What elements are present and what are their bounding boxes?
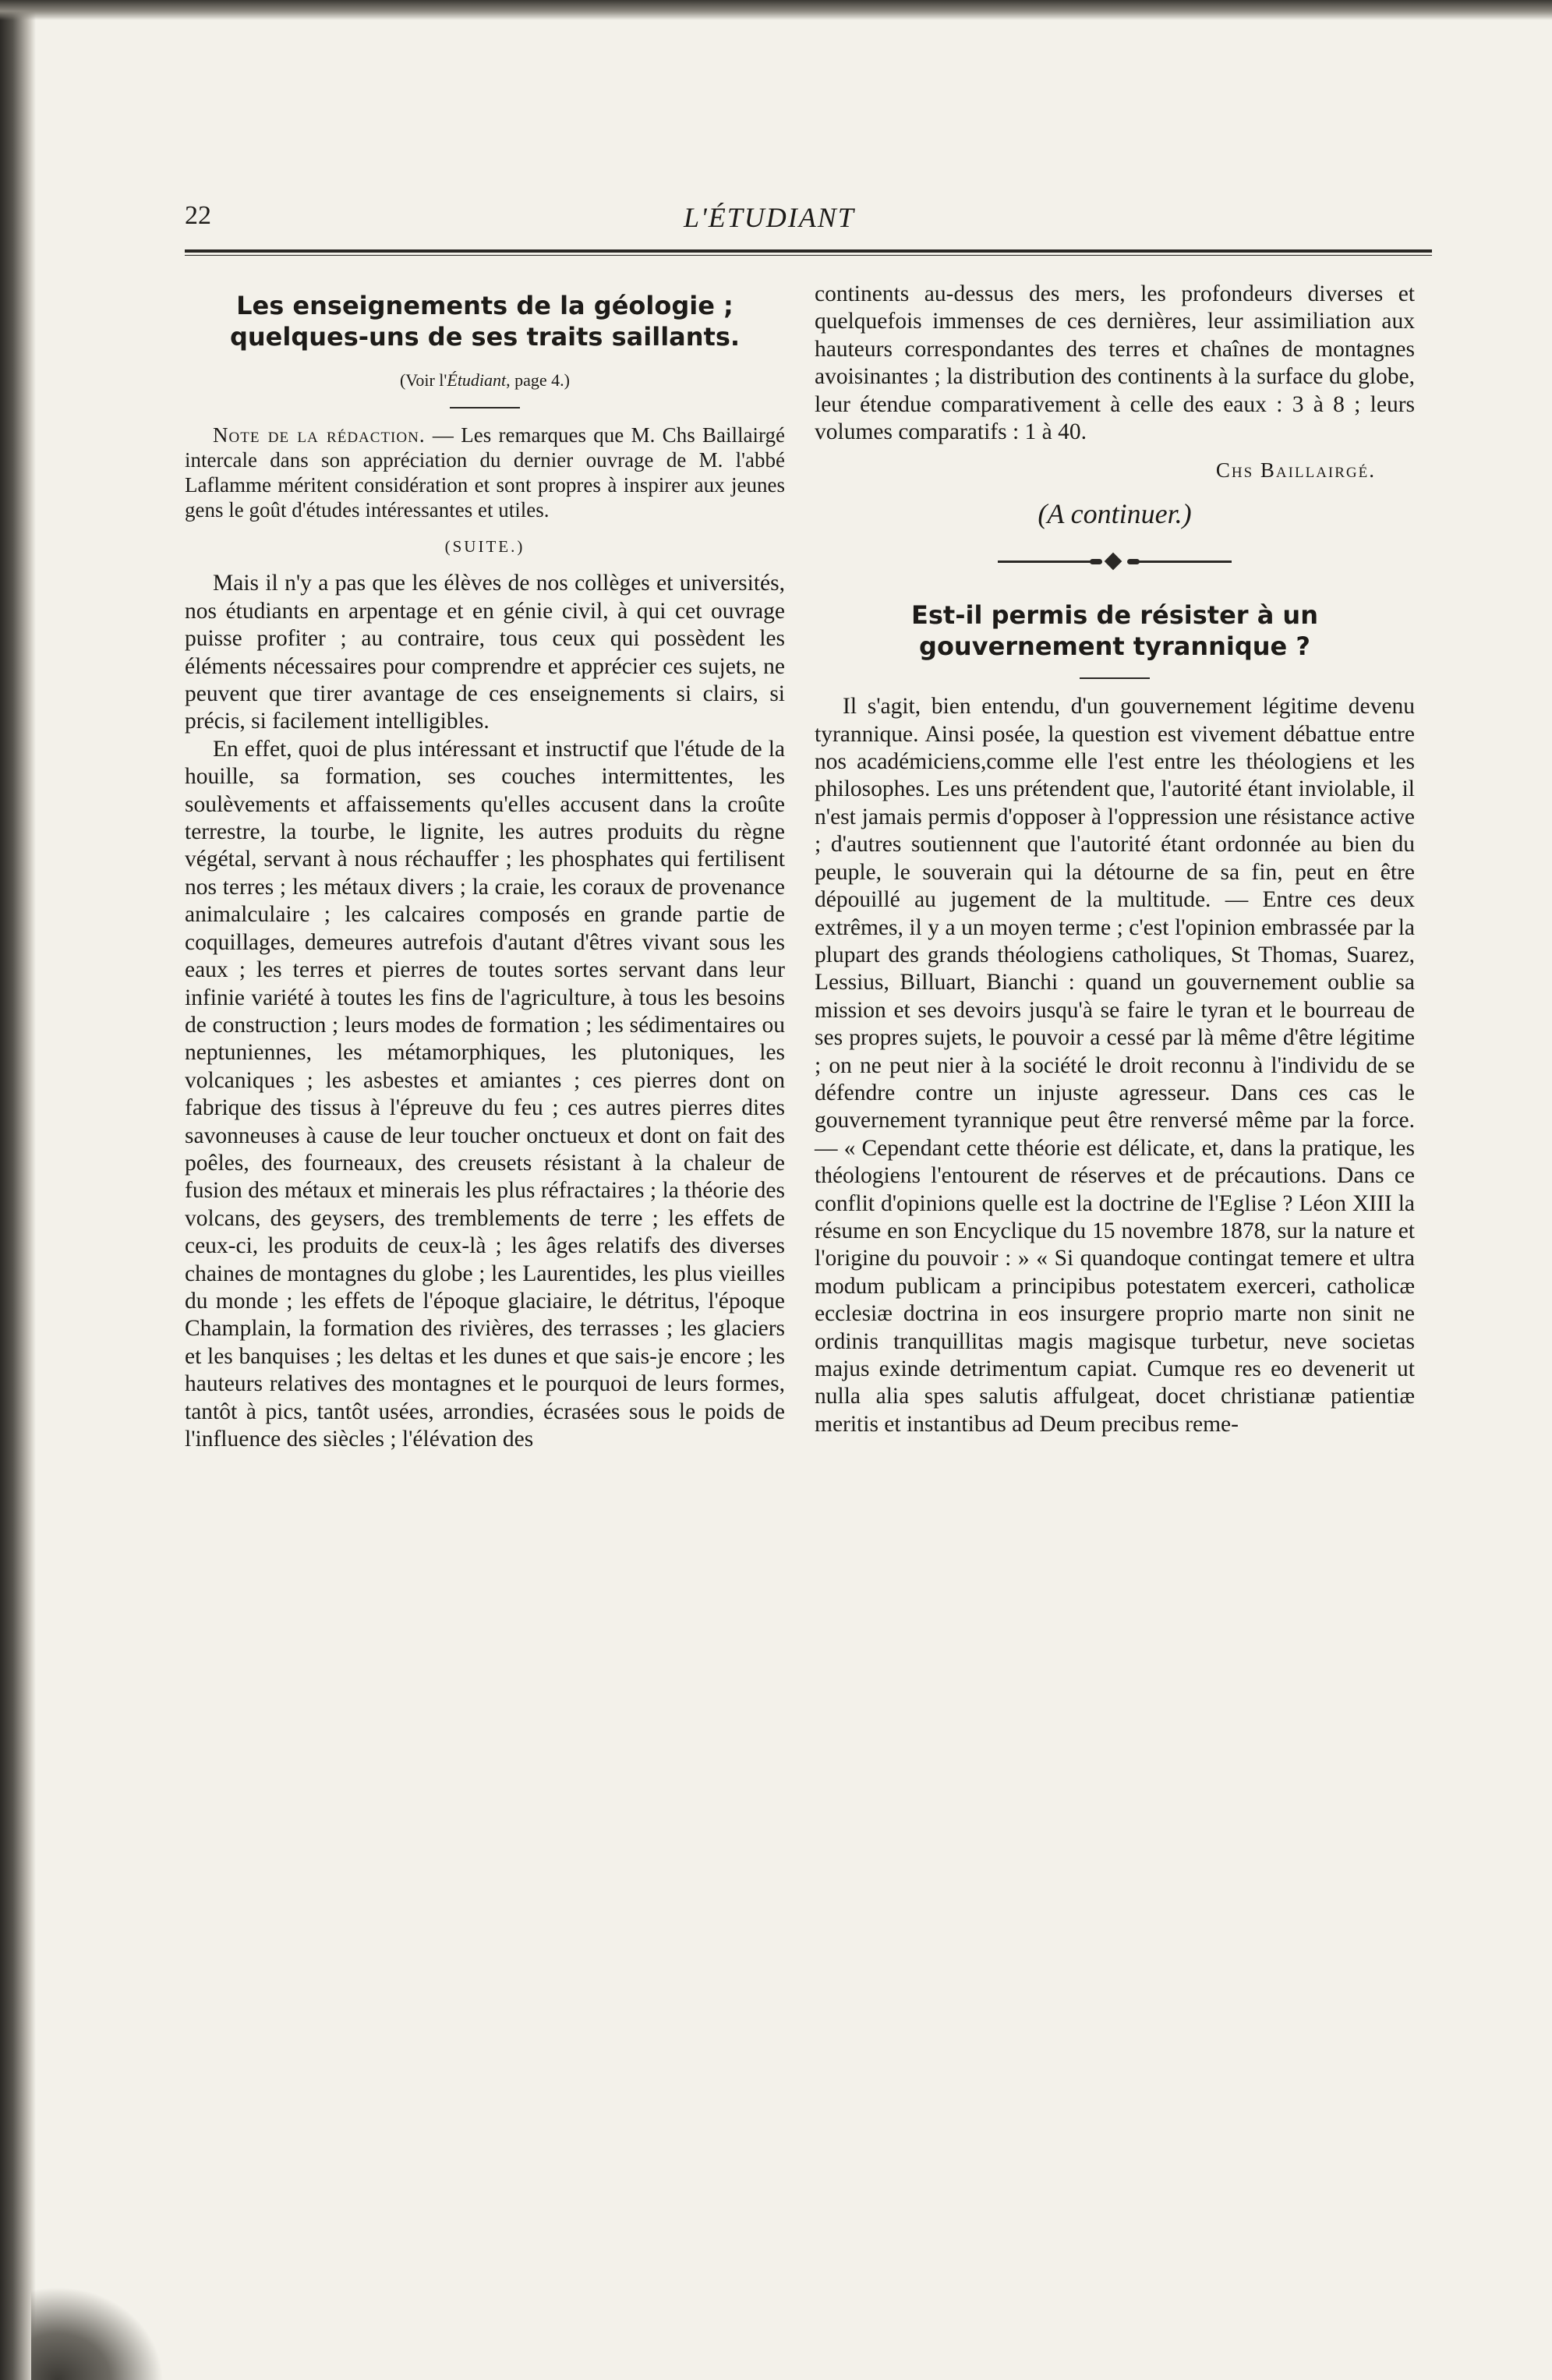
reference-prefix: (Voir l' xyxy=(399,370,447,390)
article-paragraph: En effet, quoi de plus intéressant et instructif que l'étude de la houille, sa formation, ses couches intermittentes, les soulèvements et affaissements qu'elles accusent dans la croûte terrestre, la tourbe, le lignite, les autres produits du règne végétal, servant à nous réchauffer ; les phosphates qui fertilisent nos terres ; les métaux divers ; la craie, les coraux de provenance animalculaire ; les calcaires composés en grande partie de coquillages, demeures autrefois d'autant d'êtres vivant sous les eaux ; les terres et pierres de toutes sortes servant dans leur infinie variété à toutes les fins de l'agriculture, à tous les besoins de construction ; leurs modes de formation ; les sédimentaires ou neptuniennes, les métamorphiques, les plutoniques, les volcaniques ; les asbestes et amiantes ; ces pierres dont on fabrique des tissus à l'épreuve du feu ; ces autres pierres dites savonneuses à cause de leur toucher onctueux et dont on fait des poêles, des fourneaux, des creusets résistant à la chaleur de fusion des métaux et minerais les plus réfractaires ; la théorie des volcans, des geysers, des tremblements de terre ; les effets de ceux-ci, les produits de ceux-là ; les âges relatifs des diverses chaines de montagnes du globe ; les Laurentides, les plus vieilles du monde ; les effets de l'époque glaciaire, le détritus, l'époque Champlain, la formation des rivières, des terrasses ; les glaciers et les banquises ; les deltas et les dunes et que sais-je encore ; les hauteurs relatives des montagnes et le pourquoi de leurs formes, tantôt à pics, tantôt usées, arrondies, écrasées sous le poids de l'influence des siècles ; l'élévation des xyxy=(185,736,785,1452)
page-header xyxy=(185,201,1432,248)
scan-left-edge xyxy=(0,0,36,2380)
page-number: 22 xyxy=(185,201,211,230)
article-continuation: continents au-dessus des mers, les profondeurs diverses et quelquefois immenses de ces dernières, leur assimiliation aux hauteurs correspondantes des terres et chaînes de montagnes avoisinantes ; la distribution des continents à la surface du globe, leur étendue comparativement à celle des eaux : 3 à 8 ; leurs volumes comparatifs : 1 à 40. xyxy=(815,281,1415,445)
article-title-resistance: Est-il permis de résister à un gouvernement tyrannique ? xyxy=(911,600,1318,662)
to-be-continued: (A continuer.) xyxy=(1038,497,1192,529)
article-title-geology: Les enseignements de la géologie ; quelques-uns de ses traits saillants. xyxy=(229,291,741,352)
article-paragraph: Mais il n'y a pas que les élèves de nos collèges et universités, nos étudiants en arpentage et en génie civil, à qui cet ouvrage puisse profiter ; au contraire, tous ceux qui possèdent les éléments nécessaires pour comprendre et apprécier ces sujets, ne peuvent que tirer avantage de ces enseignements si clairs, si précis, si facilement intelligibles. xyxy=(185,571,785,734)
scan-top-edge xyxy=(0,0,1552,20)
suite-label: (SUITE.) xyxy=(444,537,525,556)
running-title: L'ÉTUDIANT xyxy=(684,202,855,233)
reference-suffix: , page 4.) xyxy=(506,370,571,390)
author-signature: Chs Baillairgé. xyxy=(1215,458,1376,483)
scan-corner-mark xyxy=(31,2286,164,2380)
article-reference xyxy=(185,368,785,393)
editor-note-text: — Les remarques que M. Chs Baillairgé intercale dans son appréciation du dernier ouvrage de M. l'abbé Laflamme méritent considération et sont propres à inspirer aux jeunes gens le goût d'études intéressantes et utiles. xyxy=(185,423,785,522)
short-rule xyxy=(450,407,520,408)
short-rule xyxy=(1080,677,1150,679)
editor-note xyxy=(185,423,785,522)
right-column xyxy=(815,281,1415,1438)
header-rule xyxy=(185,249,1432,256)
left-column xyxy=(185,281,785,1453)
ornament-divider xyxy=(998,553,1232,571)
reference-journal: Étudiant xyxy=(447,370,507,390)
editor-note-label: Note de la rédaction. xyxy=(213,423,426,447)
section-ornament xyxy=(815,551,1415,570)
article-paragraph: Il s'agit, bien entendu, d'un gouvernement légitime devenu tyrannique. Ainsi posée, la question est vivement débattue entre nos académiciens,comme elle l'est entre les théologiens et les philosophes. Les uns prétendent que, l'autorité étant inviolable, il n'est jamais permis d'opposer à l'oppression une résistance active ; d'autres soutiennent que l'autorité étant ordonnée au bien du peuple, le souverain qui la détourne de sa fin, peut en être dépouillé au jugement de la multitude. — Entre ces deux extrêmes, il y a un moyen terme ; c'est l'opinion embrassée par la plupart des grands théologiens catholiques, St Thomas, Suarez, Lessius, Billuart, Bianchi : quand un gouvernement oublie sa mission et ses devoirs jusqu'à se faire le tyran et le bourreau de ses propres sujets, le pouvoir a cessé par là même d'être légitime ; on ne peut nier à la société le droit reconnu à l'individu de se défendre contre un injuste agresseur. Dans ces cas le gouvernement tyrannique peut être renversé même par la force.— « Cependant cette théorie est délicate, et, dans la pratique, les théologiens l'entourent de réserves et de précautions. Dans ce conflit d'opinions quelle est la doctrine de l'Eglise ? Léon XIII la résume en son Encyclique du 15 novembre 1878, sur la nature et l'origine du pouvoir : » « Si quandoque contingat temere et ultra modum publicam a principibus potestatem exerceri, catholicæ ecclesiæ doctrina in eos insurgere proprio marte non sinit ne ordinis tranquillitas magis magisque turbetur, neve societas majus exinde detrimentum capiat. Cumque res eo devenerit ut nulla alia spes salutis affulgeat, docet christianæ patientiæ meritis et instantibus ad Deum precibus reme- xyxy=(815,694,1415,1437)
